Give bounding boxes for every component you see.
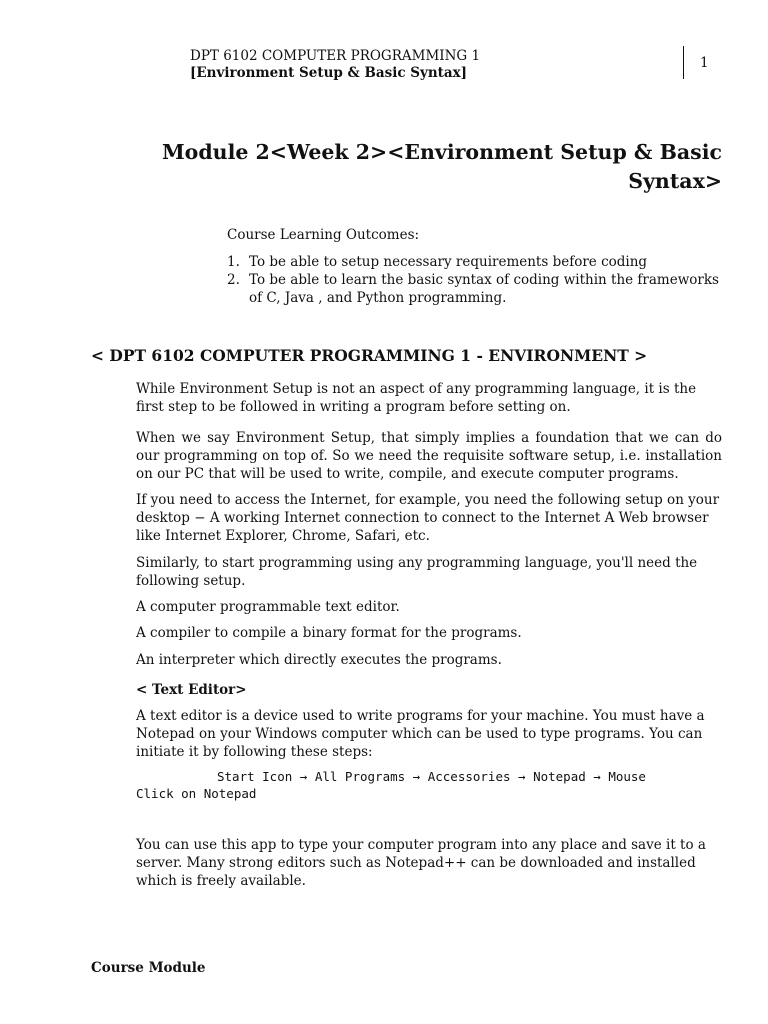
paragraph: A compiler to compile a binary format for the programs. — [136, 625, 522, 641]
notepad-steps-line2: Click on Notepad — [136, 786, 257, 801]
outcome-number: 2. — [227, 272, 240, 288]
text-editor-heading: < Text Editor> — [136, 682, 247, 698]
header-course-code: DPT 6102 COMPUTER PROGRAMMING 1 — [190, 48, 481, 64]
header-divider — [683, 46, 684, 79]
outcome-item — [227, 271, 727, 307]
notepad-steps-line1: Start Icon → All Programs → Accessories → Notepad → Mouse — [217, 769, 646, 784]
paragraph: A computer programmable text editor. — [136, 599, 400, 615]
module-title-line2: Syntax> — [628, 169, 722, 193]
paragraph: When we say Environment Setup, that simply implies a foundation that we can do our programming on top of. So we need the requisite software setup, i.e. installation on our PC that will be used to write, compile, and execute computer programs. — [136, 430, 722, 482]
paragraph: While Environment Setup is not an aspect of any programming language, it is the first step to be followed in writing a program before setting on. — [136, 381, 697, 415]
page-number: 1 — [700, 55, 709, 71]
outcome-text: To be able to learn the basic syntax of coding within the frameworks of C, Java , and Python programming. — [249, 272, 719, 306]
text-editor-intro: A text editor is a device used to write programs for your machine. You must have a Notepad on your Windows computer which can be used to type programs. You can initiate it by following these steps: — [136, 708, 705, 760]
module-title-line1: Module 2<Week 2><Environment Setup & Basic — [161, 140, 722, 164]
outcome-item — [227, 253, 727, 271]
outcome-text: To be able to setup necessary requirements before coding — [249, 254, 648, 270]
header-subtitle: [Environment Setup & Basic Syntax] — [190, 65, 468, 81]
paragraph: Similarly, to start programming using any programming language, you'll need the following setup. — [136, 555, 698, 589]
paragraph: An interpreter which directly executes the programs. — [136, 652, 502, 668]
paragraph: If you need to access the Internet, for example, you need the following setup on your desktop − A working Internet connection to connect to the Internet A Web browser like Internet Explorer, Chrome, Safari, etc. — [136, 492, 720, 544]
section-heading: < DPT 6102 COMPUTER PROGRAMMING 1 - ENVIRONMENT > — [91, 346, 648, 365]
footer-label: Course Module — [91, 960, 206, 976]
outcome-number: 1. — [227, 254, 240, 270]
text-editor-outro: You can use this app to type your computer program into any place and save it to a server. Many strong editors such as Notepad++ can be downloaded and installed which is freely available. — [136, 837, 706, 889]
outcomes-heading: Course Learning Outcomes: — [227, 227, 420, 243]
